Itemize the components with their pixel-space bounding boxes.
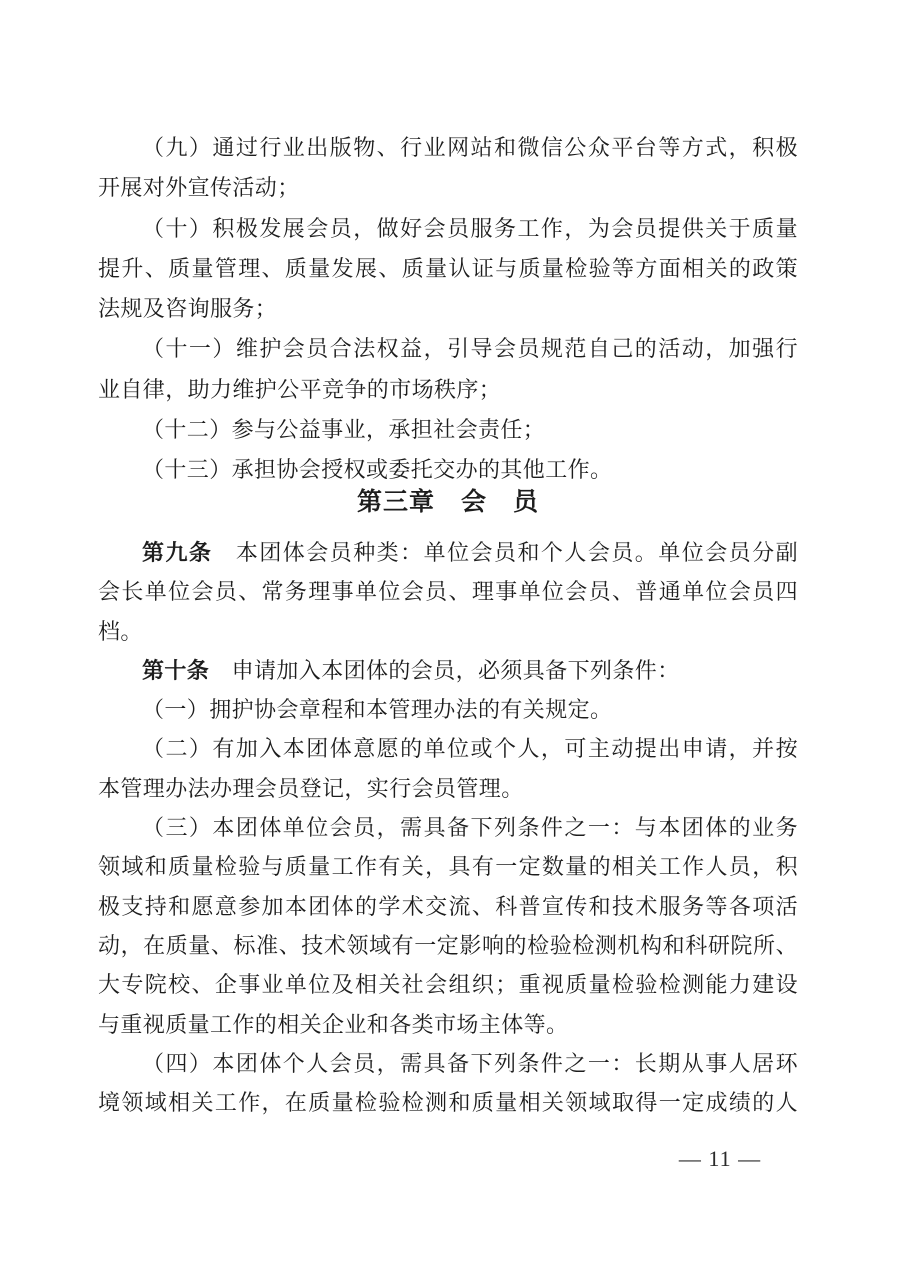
clause-block-upper xyxy=(98,128,798,491)
article-number: 第九条 xyxy=(142,540,213,565)
text-line: （十）积极发展会员，做好会员服务工作，为会员提供关于质量 xyxy=(142,215,798,241)
text-line: 会长单位会员、常务理事单位会员、理事单位会员、普通单位会员四 xyxy=(98,579,798,605)
page-number: — 11 — xyxy=(678,1146,762,1171)
text-line: 本管理办法办理会员登记，实行会员管理。 xyxy=(98,775,524,801)
text-line: 极支持和愿意参加本团体的学术交流、科普宣传和技术服务等各项活 xyxy=(98,893,798,919)
text-line: （四）本团体个人会员，需具备下列条件之一：长期从事人居环 xyxy=(142,1050,798,1076)
text-line: 法规及咨询服务； xyxy=(98,296,278,322)
text-line: 开展对外宣传活动； xyxy=(98,175,300,201)
text-line: （十三）承担协会授权或委托交办的其他工作。 xyxy=(142,457,613,483)
text-line: 业自律，助力维护公平竞争的市场秩序； xyxy=(98,376,502,402)
text-line: 档。 xyxy=(98,618,143,644)
text-line: （九）通过行业出版物、行业网站和微信公众平台等方式，积极 xyxy=(142,135,798,160)
text-line: （一）拥护协会章程和本管理办法的有关规定。 xyxy=(142,697,613,723)
article-text: 申请加入本团体的会员，必须具备下列条件： xyxy=(209,657,680,683)
text-line: （二）有加入本团体意愿的单位或个人，可主动提出申请，并按 xyxy=(142,736,798,762)
text-line: （三）本团体单位会员，需具备下列条件之一：与本团体的业务 xyxy=(142,815,798,841)
text-line: 领域和质量检验与质量工作有关，具有一定数量的相关工作人员，积 xyxy=(98,854,798,880)
text-line: （十一）维护会员合法权益，引导会员规范自己的活动，加强行 xyxy=(142,336,798,362)
clause-block-lower xyxy=(98,533,798,1122)
text-line: （十二）参与公益事业，承担社会责任； xyxy=(142,417,546,443)
article-number: 第十条 xyxy=(142,657,210,683)
text-line: 境领域相关工作，在质量检验检测和质量相关领域取得一定成绩的人 xyxy=(98,1090,798,1116)
text-line: 与重视质量工作的相关企业和各类市场主体等。 xyxy=(98,1011,569,1037)
text-line: 大专院校、企事业单位及相关社会组织；重视质量检验检测能力建设 xyxy=(98,972,798,998)
article-text: 本团体会员种类：单位会员和个人会员。单位会员分副 xyxy=(212,540,798,565)
text-line xyxy=(98,533,798,572)
chapter-heading: 第三章 会 员 xyxy=(356,489,539,516)
text-line: 提升、质量管理、质量发展、质量认证与质量检验等方面相关的政策 xyxy=(98,255,798,281)
text-line xyxy=(98,651,798,690)
text-line: 动，在质量、标准、技术领域有一定影响的检验检测机构和科研院所、 xyxy=(98,932,798,958)
